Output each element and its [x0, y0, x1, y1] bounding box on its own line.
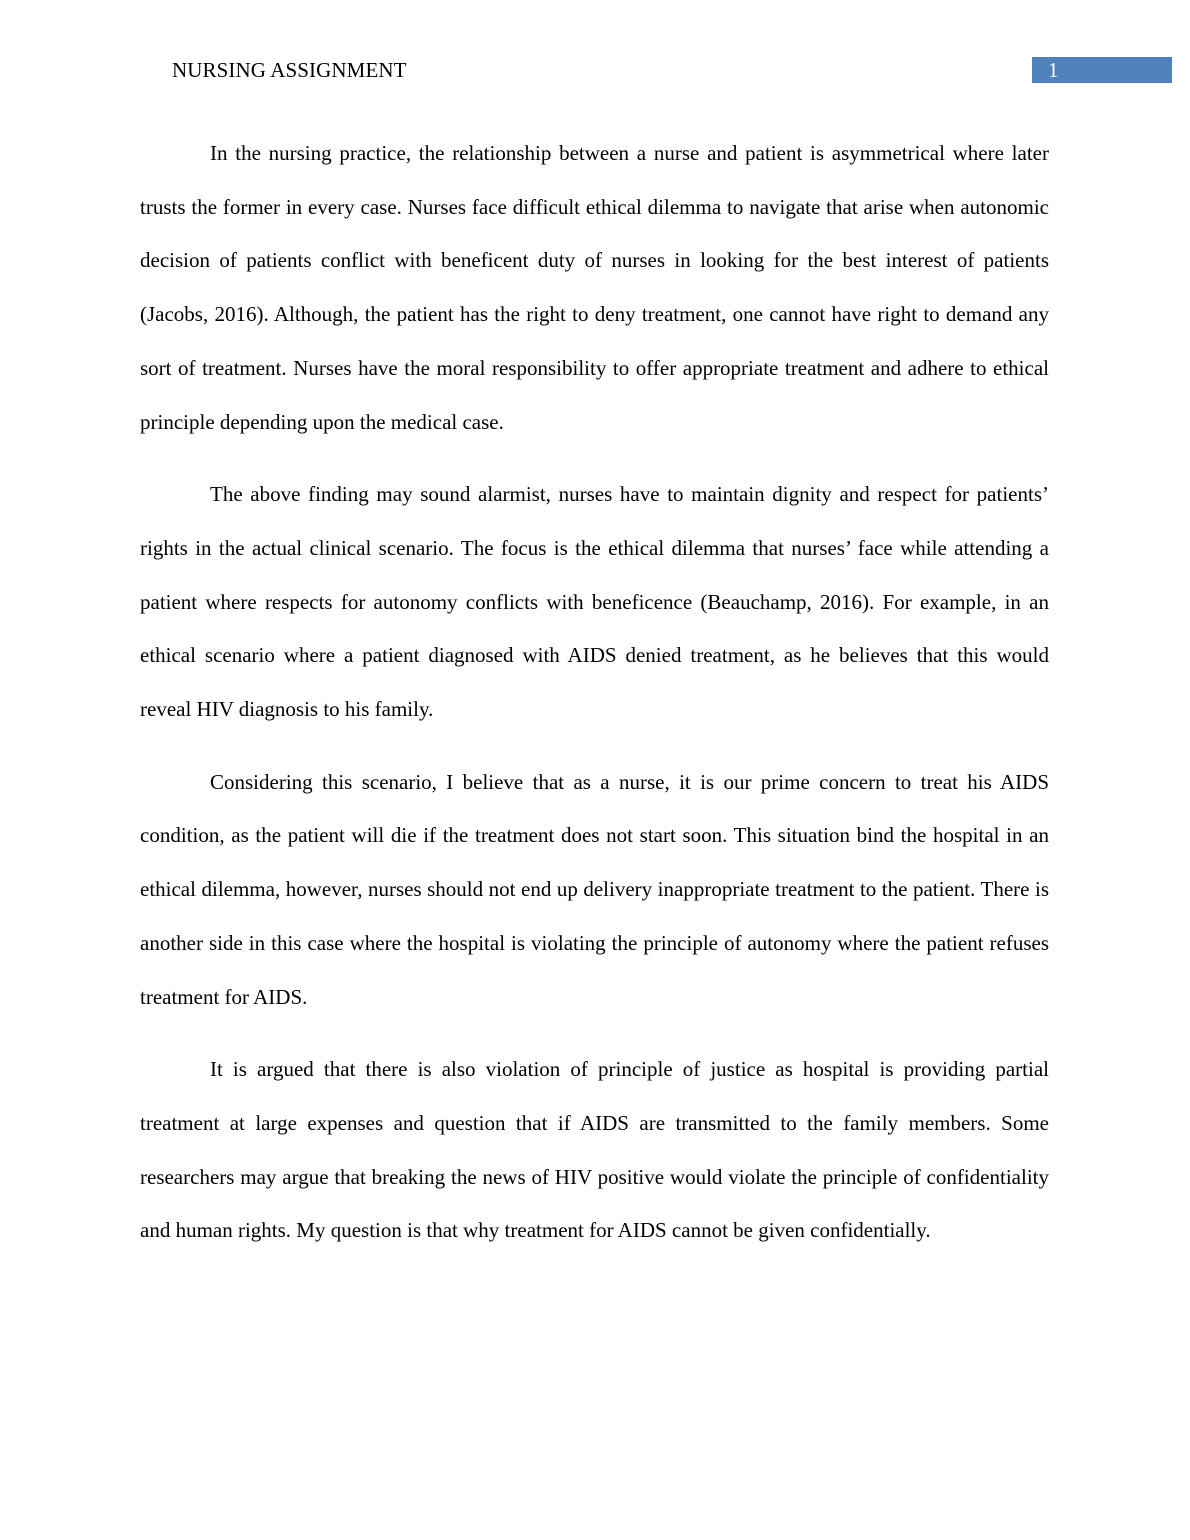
paragraph: In the nursing practice, the relationship between a nurse and patient is asymmetrical where later trusts the former in every case. Nurses face difficult ethical dilemma to navigate that arise when autonomic decision of patients conflict with beneficent duty of nurses in looking for the best interest of patients (Jacobs, 2016). Although, the patient has the right to deny treatment, one cannot have right to demand any sort of treatment. Nurses have the moral responsibility to offer appropriate treatment and adhere to ethical principle depending upon the medical case.: [140, 141, 1049, 434]
document-body: [140, 127, 1049, 1277]
page-number: 1: [1048, 58, 1059, 82]
page-number-badge: [1032, 57, 1172, 83]
paragraph: It is argued that there is also violation of principle of justice as hospital is providing partial treatment at large expenses and question that if AIDS are transmitted to the family members. Some researchers may argue that breaking the news of HIV positive would violate the principle of confidentiality and human rights. My question is that why treatment for AIDS cannot be given confidentially.: [140, 1057, 1049, 1243]
running-header-title: NURSING ASSIGNMENT: [172, 58, 407, 82]
paragraph: The above finding may sound alarmist, nurses have to maintain dignity and respect for patients’ rights in the actual clinical scenario. The focus is the ethical dilemma that nurses’ face while attending a patient where respects for autonomy conflicts with beneficence (Beauchamp, 2016). For example, in an ethical scenario where a patient diagnosed with AIDS denied treatment, as he believes that this would reveal HIV diagnosis to his family.: [140, 482, 1049, 722]
paragraph: Considering this scenario, I believe that as a nurse, it is our prime concern to treat his AIDS condition, as the patient will die if the treatment does not start soon. This situation bind the hospital in an ethical dilemma, however, nurses should not end up delivery inappropriate treatment to the patient. There is another side in this case where the hospital is violating the principle of autonomy where the patient refuses treatment for AIDS.: [140, 769, 1049, 1009]
